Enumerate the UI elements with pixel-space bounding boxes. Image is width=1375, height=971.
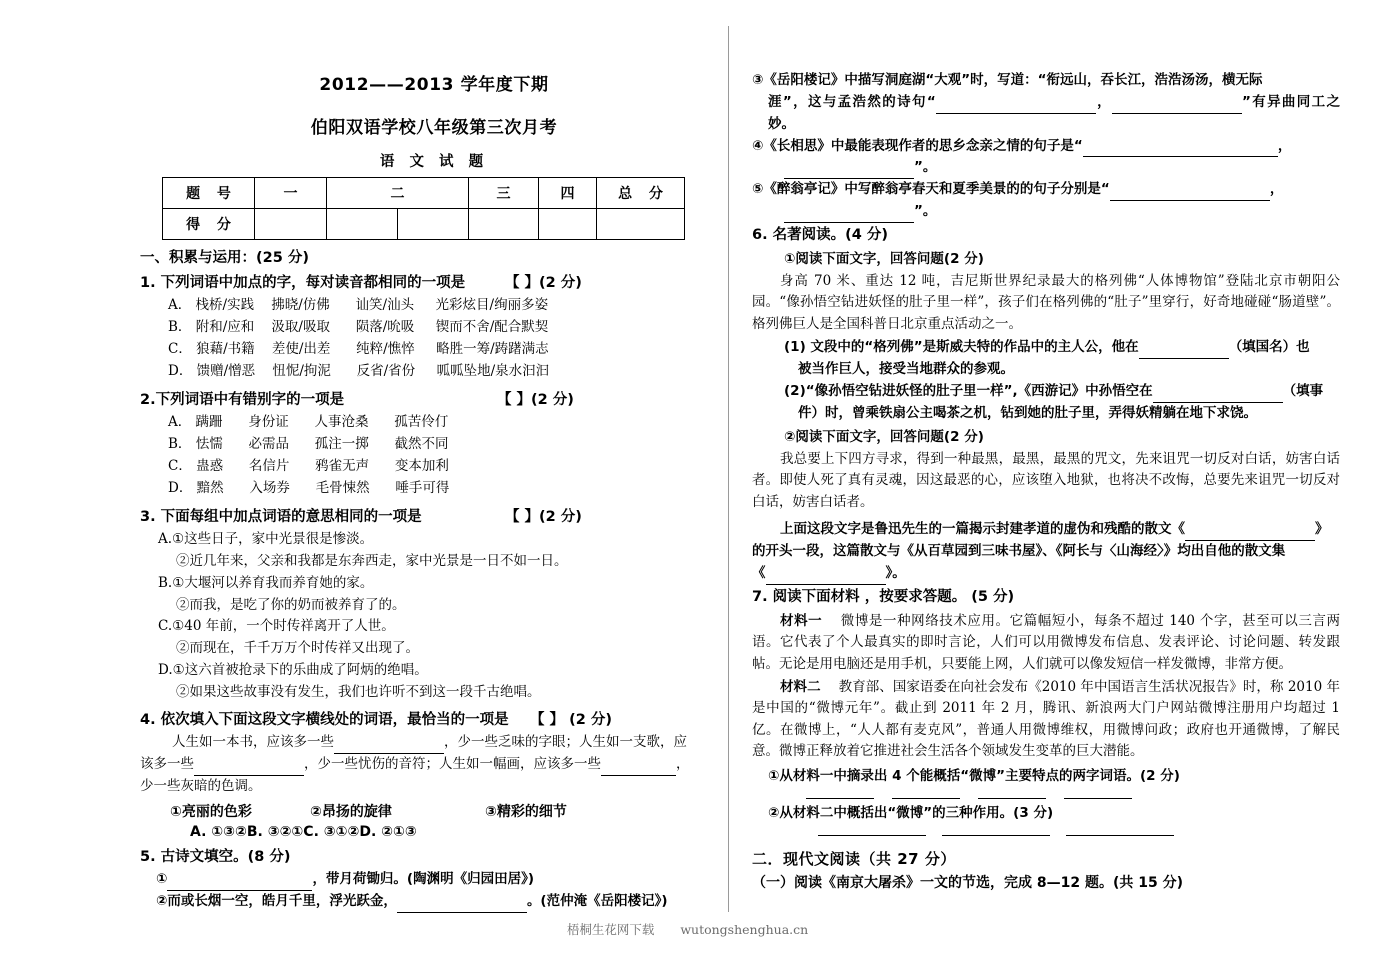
question-5-item-1-pre: ①	[156, 871, 168, 888]
question-7-answer-lines-1	[752, 798, 1340, 799]
question-5-item-3-post: ”有异曲同工之妙。	[768, 93, 1341, 132]
section-2-heading: 二．现代文阅读（共 27 分）	[752, 849, 956, 868]
question-5-stem: 5. 古诗文填空。(8 分)	[140, 848, 291, 865]
question-7-stem: 7. 阅读下面材料 ，按要求答题。 (5 分)	[752, 589, 1015, 606]
question-1-option-a[interactable]: A． 栈桥/实践 拂晓/仿佛 讪笑/汕头 光彩炫目/绚丽多姿	[168, 297, 549, 314]
column-divider	[728, 26, 729, 912]
question-5-blank-1[interactable]	[167, 878, 312, 892]
question-7-material-1	[752, 611, 1340, 676]
question-6-sub-2: ②阅读下面文字，回答问题(2 分)	[784, 428, 984, 445]
question-6-blank-1[interactable]	[1139, 346, 1229, 360]
question-7-material-2-label: 材料二	[780, 678, 821, 695]
question-6-sub-1: ①阅读下面文字，回答问题(2 分)	[784, 250, 984, 267]
question-4-body-b: ，少一些乏味的字眼；人生如一支歌，应	[444, 734, 687, 751]
question-6-item-1-pre: (1) 文段中的“格列佛”是斯威夫特的作品中的主人公，他在	[784, 339, 1139, 356]
question-5-item-4-mid: ，	[1277, 137, 1292, 154]
answer-blank[interactable]	[806, 798, 874, 799]
question-7-answer-lines-2	[752, 835, 1340, 836]
question-3-line-8[interactable]: ②如果这些故事没有发生，我们也许听不到这一段千古绝唱。	[176, 684, 541, 701]
question-5-blank-5a[interactable]	[1110, 188, 1270, 202]
question-4-choice-b[interactable]: B. ③②①	[246, 823, 304, 840]
question-6-item-1-line-2: 被当作巨人，接受当地群众的参观。	[798, 361, 1014, 378]
question-1-option-c[interactable]: C． 狼藉/书籍 差使/出差 纯粹/憔悴 略胜一筹/踌躇满志	[168, 340, 549, 357]
score-table-col-1: 一	[255, 178, 327, 209]
question-5-blank-2[interactable]	[397, 900, 527, 914]
question-1-bracket: 【 】(2 分)	[505, 274, 582, 291]
question-4-text: 4. 依次填入下面这段文字横线处的词语，最恰当的一项是	[140, 711, 509, 728]
question-6-stem: 6. 名著阅读。(4 分)	[752, 227, 889, 244]
question-5-item-4-post: ”。	[914, 159, 937, 176]
table-row-header	[163, 178, 685, 209]
question-1-text: 1. 下列词语中加点的字，每对读音都相同的一项是	[140, 274, 466, 291]
question-4-items	[170, 801, 710, 821]
question-5-item-3-line-1: ③《岳阳楼记》中描写洞庭湖“大观”时，写道：“衔远山，吞长江，浩浩汤汤，横无际	[752, 72, 1263, 88]
question-4-body-line-2	[140, 754, 710, 776]
question-3-line-4[interactable]: ②而我，是吃了你的奶而被养育了的。	[176, 596, 406, 613]
question-6-item-2-pre: (2)“像孙悟空钻进妖怪的肚子里一样”,《西游记》中孙悟空在	[784, 383, 1153, 400]
question-5-item-5-line-1	[752, 179, 1340, 201]
page-title-school-year: 2012——2013 学年度下期	[319, 75, 549, 95]
question-5-item-4-line-1	[752, 136, 1340, 158]
question-4-body-c: 该多一些	[140, 756, 194, 773]
question-4-choices	[190, 824, 710, 840]
question-7-material-2-text: 教育部、国家语委在向社会发布《2010 年中国语言生活状况报告》时，称 2010 年是中国的“微博元年”。截止到 2011 年 2 月，腾讯、新浪两大门户网站微博注册用户均超过 1 亿。在微博上，“人人都有麦克风”，普通人用微博维权，用微博问政；政府也开通微博，了解民意。微博正释放着它推进社会生活各个领域发生变革的巨大潜能。	[752, 678, 1341, 760]
question-4-choice-d[interactable]: D. ②①③	[359, 823, 417, 840]
answer-blank[interactable]	[942, 835, 1050, 836]
question-6-item-2-line-1	[784, 381, 1340, 403]
question-5-item-3-mid: ，	[1095, 93, 1112, 110]
question-5-blank-4b[interactable]	[784, 166, 914, 180]
score-cell-3[interactable]	[469, 209, 539, 240]
question-4-body-line-3: 少一些灰暗的色调。	[140, 778, 262, 795]
question-4-blank-2[interactable]	[194, 763, 304, 777]
question-1-option-d[interactable]: D． 馈赠/憎恶 忸怩/拘泥 反省/省份 呱呱坠地/泉水汩汩	[168, 362, 550, 379]
question-4-blank-3[interactable]	[601, 763, 676, 777]
question-2-option-b[interactable]: B． 怯懦 必需品 孤注一掷 截然不同	[168, 435, 449, 452]
question-3-line-2[interactable]: ②近几年来，父亲和我都是东奔西走，家中光景是一日不如一日。	[176, 552, 568, 569]
question-4-bracket: 【 】 (2 分)	[530, 711, 612, 728]
question-4-body-line-1	[140, 732, 710, 754]
question-5-item-3-line-2	[768, 92, 1340, 136]
question-4-item-1: ①亮丽的色彩	[170, 803, 252, 820]
question-2-bracket: 【 】(2 分)	[497, 391, 574, 408]
question-7-material-1-label: 材料一	[780, 612, 823, 629]
score-table-col-2: 二	[327, 178, 469, 209]
question-2-text: 2.下列词语中有错别字的一项是	[140, 391, 345, 408]
question-3-line-1[interactable]: A.①这些日子，家中光景很是惨淡。	[158, 531, 374, 548]
question-3-bracket: 【 】(2 分)	[505, 508, 582, 525]
question-3-text: 3. 下面每组中加点词语的意思相同的一项是	[140, 508, 422, 525]
question-5-item-4-line-2	[784, 157, 1340, 179]
question-6-item-1-line-1	[784, 337, 1340, 359]
right-column	[752, 70, 1340, 894]
question-4-stem	[140, 709, 710, 731]
score-table-col-total: 总 分	[597, 178, 685, 209]
question-2-stem	[140, 389, 710, 411]
question-5-blank-4a[interactable]	[1083, 144, 1278, 158]
question-5-item-5-line-2	[784, 201, 1340, 223]
page-title-subject: 语 文 试 题	[379, 154, 489, 170]
question-4-body-d: ，少一些忧伤的音符；人生如一幅画，应该多一些	[304, 756, 601, 773]
question-6-tail-line-2: 的开头一段，这篇散文与《从百草园到三味书屋》、《阿长与〈山海经〉》均出自他的散文集	[752, 543, 1286, 560]
question-3-stem	[140, 506, 710, 528]
answer-blank[interactable]	[1066, 835, 1174, 836]
score-table-row-label: 题 号	[163, 178, 255, 209]
question-2-option-a[interactable]: A． 蹒跚 身份证 人事沧桑 孤苦伶仃	[168, 414, 449, 431]
question-7-sub-2: ②从材料二中概括出“微博”的三种作用。(3 分)	[768, 804, 1054, 821]
question-6-passage-1: 身高 70 米、重达 12 吨，吉尼斯世界纪录最大的格列佛“人体博物馆”登陆北京市朝阳公园。“像孙悟空钻进妖怪的肚子里一样”，孩子们在格列佛的“肚子”里穿行，好奇地碰碰“肠道壁”。格列佛巨人是全国科普日北京重点活动之一。	[752, 272, 1340, 332]
question-6-item-2-mid: （填事	[1282, 383, 1324, 400]
question-6-tail-d: 《	[752, 565, 766, 582]
question-4-body-e: ，	[676, 756, 690, 773]
question-4-choice-c[interactable]: C. ③①②	[303, 823, 360, 840]
question-5-item-5-post: ”。	[914, 203, 937, 220]
question-6-tail-line-1	[752, 519, 1340, 541]
question-6-item-1-post: （填国名）也	[1228, 339, 1310, 356]
question-5-item-1	[156, 869, 710, 891]
question-7-material-2	[752, 677, 1340, 763]
left-column	[140, 70, 710, 913]
question-5-blank-5b[interactable]	[784, 210, 914, 224]
footer-site-en: wutongshenghua.cn	[680, 922, 809, 937]
question-4-body-a: 人生如一本书，应该多一些	[172, 734, 334, 751]
question-7-sub-1: ①从材料一中摘录出 4 个能概括“微博”主要特点的两字词语。(2 分)	[768, 767, 1180, 784]
question-3-line-5[interactable]: C.①40 年前，一个时传祥离开了人世。	[158, 618, 395, 635]
question-6-passage-2: 我总要上下四方寻求，得到一种最黑，最黑，最黑的咒文，先来诅咒一切反对白话，妨害白话者。即使人死了真有灵魂，因这最恶的心，应该堕入地狱，也将决不改悔，总要先来诅咒一切反对白话，妨害白话者。	[752, 450, 1340, 510]
question-6-blank-3[interactable]	[1185, 528, 1315, 542]
question-6-item-2-line-2: 件）时，曾乘铁扇公主喝茶之机，钻到她的肚子里，弄得妖精躺在地下求饶。	[798, 404, 1257, 421]
question-4-item-3: ③精彩的细节	[485, 803, 567, 820]
question-5-item-2-post: 。(范仲淹《岳阳楼记》)	[526, 893, 668, 910]
score-cell-total[interactable]	[597, 209, 685, 240]
question-1-stem	[140, 272, 710, 294]
question-5-item-2-pre: ②而或长烟一空，皓月千里，浮光跃金，	[156, 893, 397, 910]
score-table	[162, 177, 685, 240]
question-5-item-5-mid: ，	[1269, 181, 1284, 198]
score-cell-2b[interactable]	[398, 209, 469, 240]
question-6-blank-4[interactable]	[766, 572, 886, 586]
question-6-tail-a: 上面这段文字是鲁迅先生的一篇揭示封建孝道的虚伪和残酷的散文《	[780, 521, 1185, 538]
question-6-blank-2[interactable]	[1153, 389, 1283, 403]
section-2-sub: （一）阅读《南京大屠杀》一文的节选，完成 8—12 题。(共 15 分)	[752, 874, 1183, 891]
answer-blank[interactable]	[892, 798, 960, 799]
question-4-item-2: ②昂扬的旋律	[310, 803, 392, 820]
page-title-exam: 伯阳双语学校八年级第三次月考	[310, 118, 558, 138]
score-table-col-3: 三	[469, 178, 539, 209]
question-4-blank-1[interactable]	[334, 741, 444, 755]
question-5-item-5-pre: ⑤《醉翁亭记》中写醉翁亭春天和夏季美景的的句子分别是“	[752, 181, 1110, 198]
score-table-col-4: 四	[539, 178, 597, 209]
question-7-material-1-text: 微博是一种网络技术应用。它篇幅短小，每条不超过 140 个字，甚至可以三言两语。它代表了个人最真实的即时言论，人们可以用微博发布信息、发表评论、讨论问题、转发跟帖。无论是用电脑还是用手机，只要能上网，人们就可以像发短信一样发微博，非常方便。	[752, 612, 1340, 672]
question-6-tail-line-3	[752, 563, 1340, 585]
question-3-line-3[interactable]: B.①大堰河以养育我而养育她的家。	[158, 574, 374, 591]
question-5-item-3-pre: 涯”，这与孟浩然的诗句“	[768, 93, 936, 110]
question-5-item-1-post: ，带月荷锄归。(陶渊明《归园田居》)	[312, 871, 535, 888]
answer-blank[interactable]	[978, 798, 1046, 799]
question-6-tail-e: 》。	[885, 565, 906, 582]
score-cell-4[interactable]	[539, 209, 597, 240]
score-table-row-label-2: 得 分	[163, 209, 255, 240]
question-2-option-d[interactable]: D． 黯然 入场券 毛骨悚然 唾手可得	[168, 479, 450, 496]
footer-site-cn: 梧桐生花网下载	[566, 922, 655, 937]
question-5-blank-3a[interactable]	[936, 100, 1096, 114]
answer-blank[interactable]	[818, 835, 926, 836]
question-3-line-7[interactable]: D.①这六首被抢录下的乐曲成了阿炳的绝唱。	[158, 662, 428, 679]
section-1-heading: 一、积累与运用：(25 分)	[140, 250, 309, 266]
question-2-option-c[interactable]: C． 蛊惑 名信片 鸦雀无声 变本加利	[168, 457, 449, 474]
question-4-choice-a[interactable]: A. ①③②	[190, 823, 247, 840]
question-3-line-6[interactable]: ②而现在，千千万万个时传祥又出现了。	[176, 640, 419, 657]
score-cell-2a[interactable]	[327, 209, 398, 240]
score-cell-1[interactable]	[255, 209, 327, 240]
footer-watermark	[0, 920, 1375, 938]
question-1-option-b[interactable]: B． 附和/应和 汲取/吸取 陨落/吮吸 锲而不舍/配合默契	[168, 319, 549, 336]
question-5-blank-3b[interactable]	[1112, 100, 1242, 114]
question-5-item-4-pre: ④《长相思》中最能表现作者的思乡念亲之情的句子是“	[752, 137, 1083, 154]
table-row-score	[163, 209, 685, 240]
answer-blank[interactable]	[1064, 798, 1132, 799]
question-6-tail-b: 》	[1315, 521, 1329, 538]
question-5-item-2	[156, 891, 710, 913]
